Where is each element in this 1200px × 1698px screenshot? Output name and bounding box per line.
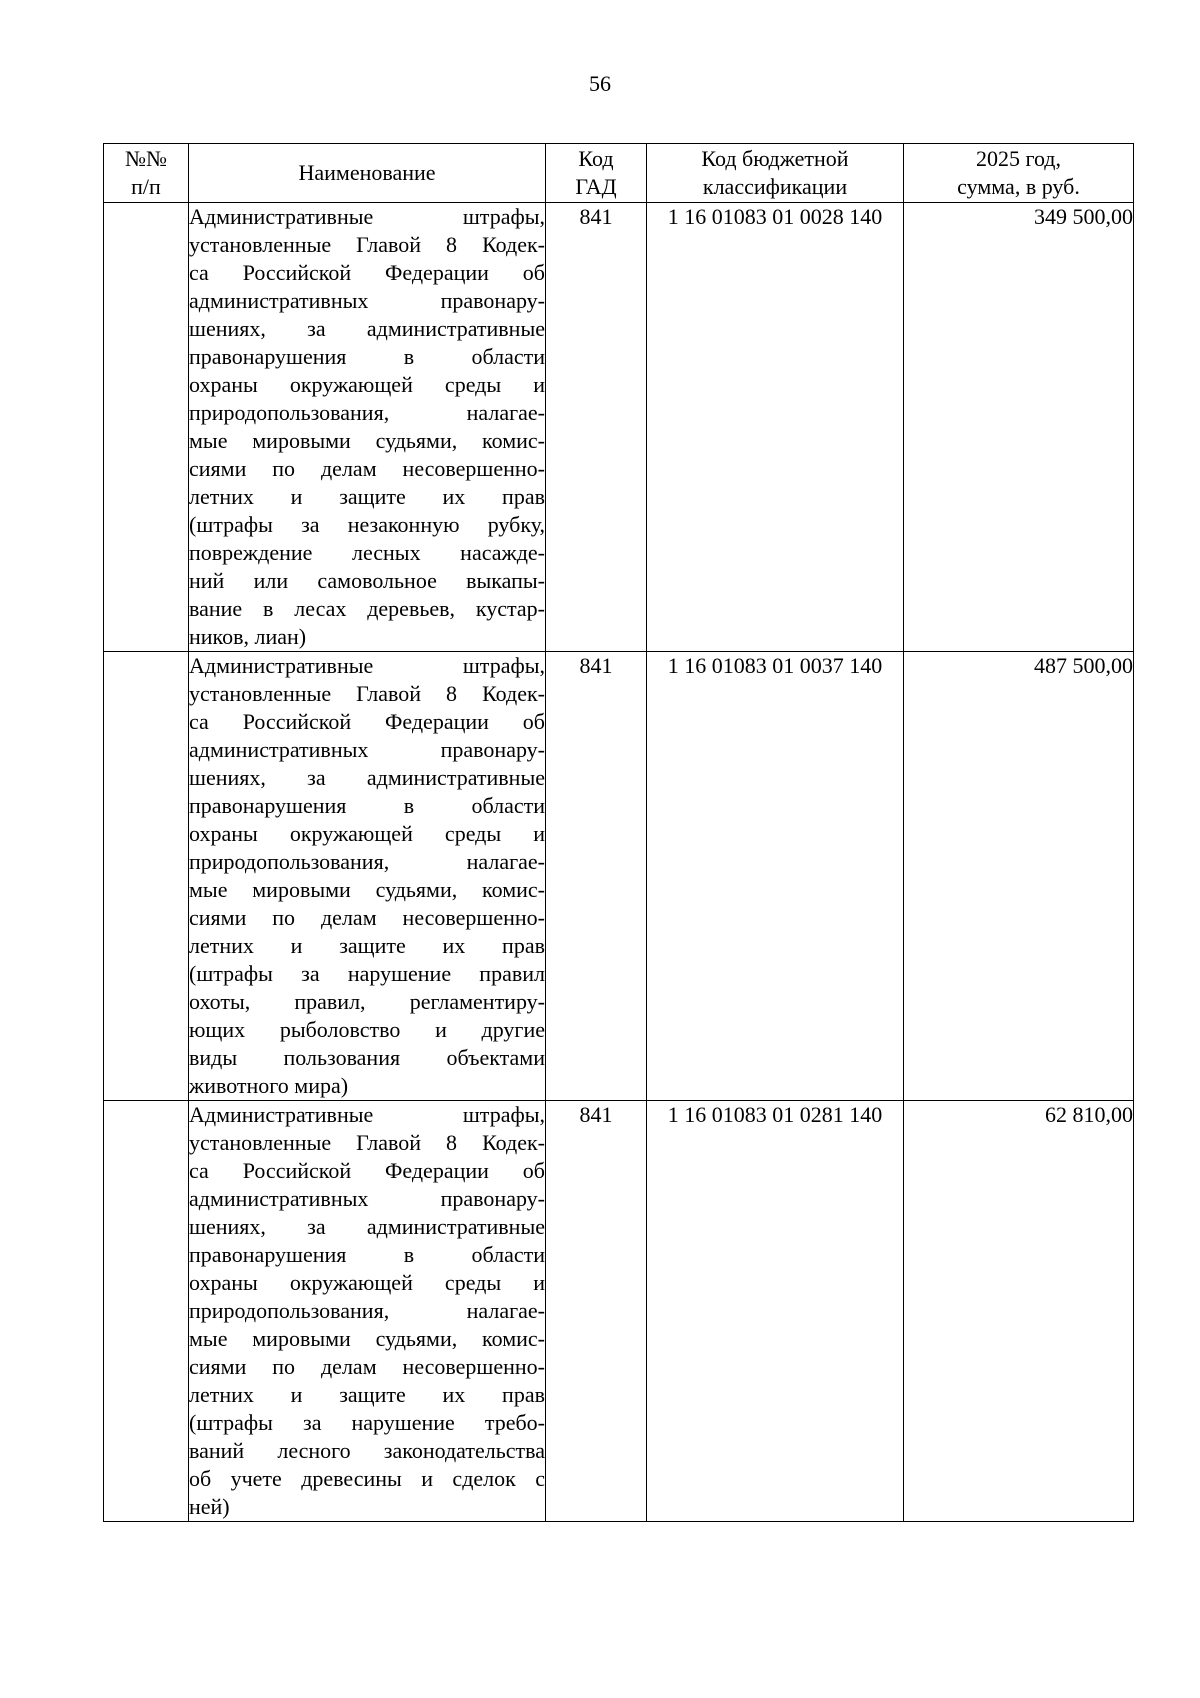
row-name-line: охраны окружающей среды и — [189, 1270, 545, 1295]
row-name-line: правонарушения в области — [189, 793, 545, 818]
row-name-line: вание в лесах деревьев, кустар- — [189, 596, 545, 621]
row-number-cell — [104, 652, 189, 1101]
header-number — [104, 144, 189, 203]
row-name-line: мые мировыми судьями, комис- — [189, 428, 545, 453]
row-name-line: охраны окружающей среды и — [189, 821, 545, 846]
row-name-line: летних и защите их прав — [189, 484, 545, 509]
row-name-line: правонарушения в области — [189, 1242, 545, 1267]
row-name-line: виды пользования объектами — [189, 1045, 545, 1070]
row-name-line: об учете древесины и сделок с — [189, 1466, 545, 1491]
row-budget-classification-code: 1 16 01083 01 0037 140 — [647, 652, 904, 1101]
header-number-line-1: №№ — [125, 146, 167, 171]
row-name-line: охоты, правил, регламентиру- — [189, 989, 545, 1014]
row-amount: 487 500,00 — [904, 652, 1134, 1101]
row-name-line: животного мира) — [189, 1073, 349, 1098]
row-name-line: са Российской Федерации об — [189, 260, 545, 285]
table-header-row — [104, 144, 1134, 203]
row-name-line: установленные Главой 8 Кодек- — [189, 681, 545, 706]
row-gad-code: 841 — [546, 652, 647, 1101]
row-name-line: мые мировыми судьями, комис- — [189, 877, 545, 902]
row-name-line: природопользования, налагае- — [189, 400, 545, 425]
header-sum-line-2: сумма, в руб. — [957, 174, 1080, 199]
row-name-line: (штрафы за нарушение требо- — [189, 1410, 545, 1435]
row-gad-code: 841 — [546, 1101, 647, 1522]
header-name-label: Наименование — [298, 160, 436, 185]
header-gad-line-1: Код — [578, 146, 614, 171]
header-kbk-line-2: классификации — [702, 174, 848, 199]
row-budget-classification-code: 1 16 01083 01 0028 140 — [647, 203, 904, 652]
row-name-line: са Российской Федерации об — [189, 709, 545, 734]
row-gad-code: 841 — [546, 203, 647, 652]
header-name — [189, 144, 546, 203]
header-gad-code — [546, 144, 647, 203]
row-number-cell — [104, 203, 189, 652]
row-name-line: (штрафы за нарушение правил — [189, 961, 545, 986]
row-name-line: шениях, за административные — [189, 316, 545, 341]
row-name-line: ющих рыболовство и другие — [189, 1017, 545, 1042]
row-name-line: повреждение лесных насажде- — [189, 540, 545, 565]
row-name-line: Административные штрафы, — [189, 204, 545, 229]
row-name-cell — [189, 203, 546, 652]
row-name-line: ней) — [189, 1494, 230, 1519]
row-name-line: мые мировыми судьями, комис- — [189, 1326, 545, 1351]
row-name-line: природопользования, налагае- — [189, 849, 545, 874]
header-number-line-2: п/п — [131, 174, 161, 199]
row-name-line: сиями по делам несовершенно- — [189, 456, 545, 481]
row-name-line: охраны окружающей среды и — [189, 372, 545, 397]
page-number: 56 — [589, 71, 611, 96]
row-name-line: административных правонару- — [189, 1186, 545, 1211]
row-name-line: шениях, за административные — [189, 1214, 545, 1239]
row-name-line: природопользования, налагае- — [189, 1298, 545, 1323]
row-amount: 349 500,00 — [904, 203, 1134, 652]
row-name-line: ний или самовольное выкапы- — [189, 568, 545, 593]
row-name-line: сиями по делам несовершенно- — [189, 1354, 545, 1379]
row-name-line: административных правонару- — [189, 288, 545, 313]
row-name-line: (штрафы за незаконную рубку, — [189, 512, 545, 537]
row-budget-classification-code: 1 16 01083 01 0281 140 — [647, 1101, 904, 1522]
row-name-line: Административные штрафы, — [189, 653, 545, 678]
row-name-line: летних и защите их прав — [189, 1382, 545, 1407]
header-budget-classification-code — [647, 144, 904, 203]
row-name-line: установленные Главой 8 Кодек- — [189, 232, 545, 257]
table-row — [104, 1101, 1134, 1522]
budget-revenue-table — [103, 143, 1134, 1522]
row-name-line: правонарушения в области — [189, 344, 545, 369]
row-name-line: летних и защите их прав — [189, 933, 545, 958]
header-amount-2025 — [904, 144, 1134, 203]
table-row — [104, 652, 1134, 1101]
table-row — [104, 203, 1134, 652]
header-gad-line-2: ГАД — [575, 174, 617, 199]
row-name-line: Административные штрафы, — [189, 1102, 545, 1127]
header-kbk-line-1: Код бюджетной — [701, 146, 849, 171]
row-name-cell — [189, 1101, 546, 1522]
row-number-cell — [104, 1101, 189, 1522]
row-name-line: са Российской Федерации об — [189, 1158, 545, 1183]
row-amount: 62 810,00 — [904, 1101, 1134, 1522]
row-name-line: установленные Главой 8 Кодек- — [189, 1130, 545, 1155]
row-name-cell — [189, 652, 546, 1101]
row-name-line: ваний лесного законодательства — [189, 1438, 545, 1463]
header-sum-line-1: 2025 год, — [975, 146, 1062, 171]
row-name-line: сиями по делам несовершенно- — [189, 905, 545, 930]
row-name-line: административных правонару- — [189, 737, 545, 762]
row-name-line: шениях, за административные — [189, 765, 545, 790]
row-name-line: ников, лиан) — [189, 624, 307, 649]
